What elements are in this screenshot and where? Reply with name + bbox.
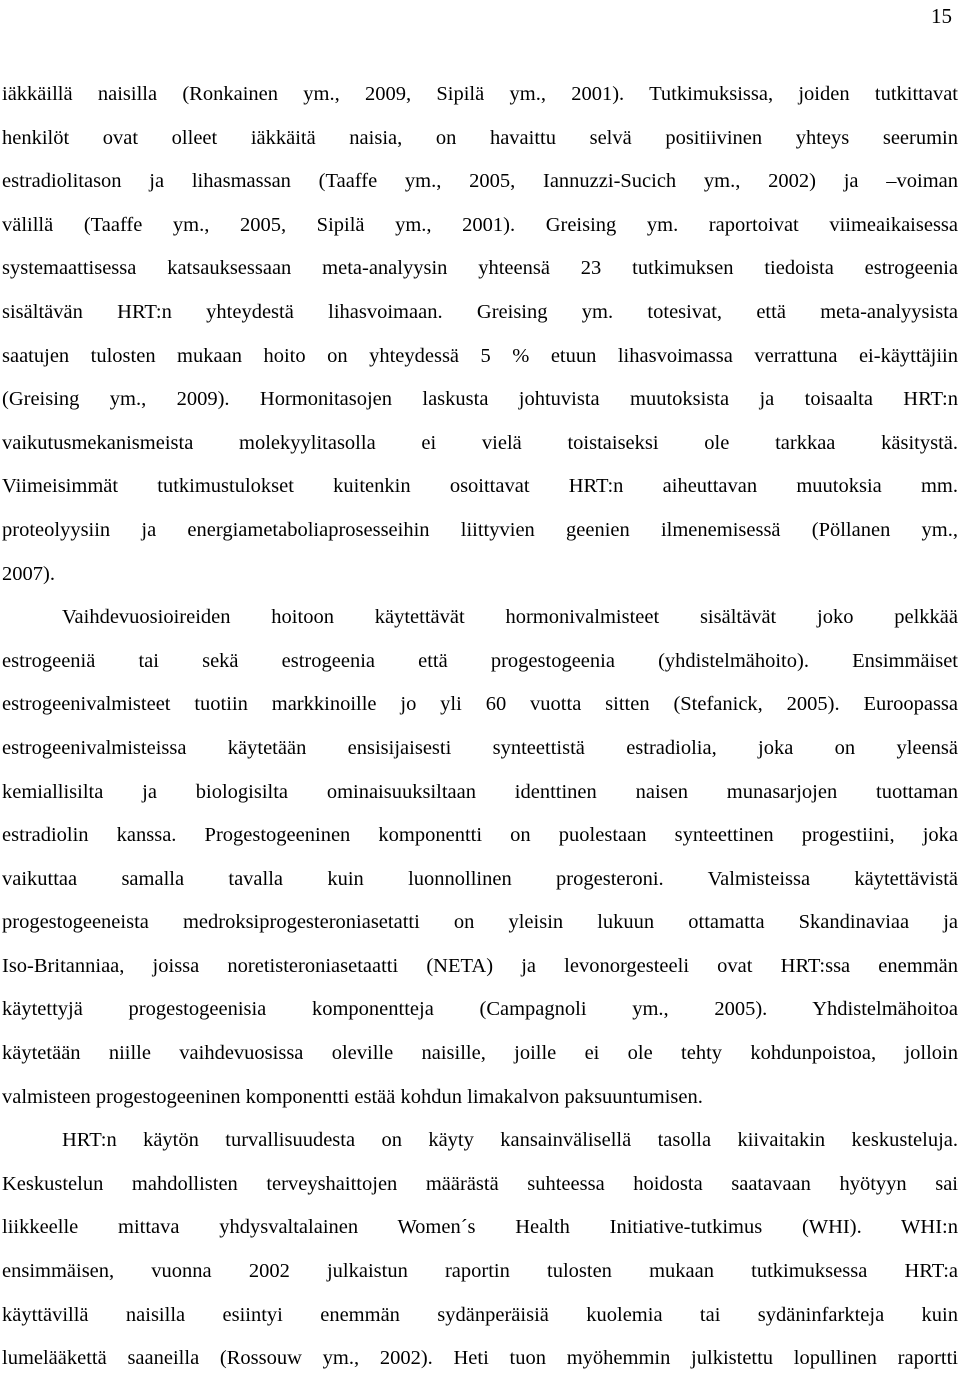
- text-line: vaikutusmekanismeista molekyylitasolla ei vielä toistaiseksi ole tarkkaa käsitystä.: [2, 431, 958, 454]
- text-line: (Greising ym., 2009). Hormonitasojen laskusta johtuvista muutoksista ja toisaalta HRT:n: [2, 388, 958, 411]
- text-line: käytetään niille vaihdevuosissa oleville naisille, joille ei ole tehty kohdunpoistoa, jolloin: [2, 1042, 958, 1065]
- text-line: vaikuttaa samalla tavalla kuin luonnollinen progesteroni. Valmisteissa käytettävistä: [2, 867, 958, 890]
- text-line: iäkkäillä naisilla (Ronkainen ym., 2009, Sipilä ym., 2001). Tutkimuksissa, joiden tutkittavat: [2, 83, 958, 105]
- text-line: Viimeisimmät tutkimustulokset kuitenkin osoittavat HRT:n aiheuttavan muutoksia mm.: [2, 475, 958, 498]
- text-line: 2007).: [2, 562, 55, 585]
- text-line: sisältävän HRT:n yhteydestä lihasvoimaan. Greising ym. totesivat, että meta-analyysista: [2, 300, 958, 323]
- text-line: proteolyysiin ja energiametaboliaprosesseihin liittyvien geenien ilmenemisessä (Pöllanen ym.,: [2, 518, 958, 541]
- text-line: kemiallisilta ja biologisilta ominaisuuksiltaan identtinen naisen munasarjojen tuottaman: [2, 780, 958, 803]
- text-line: käytettyjä progestogeenisia komponentteja (Campagnoli ym., 2005). Yhdistelmähoitoa: [2, 998, 958, 1021]
- text-line: Keskustelun mahdollisten terveyshaittojen määrästä suhteessa hoidosta saatavaan hyötyyn sai: [2, 1172, 958, 1195]
- text-line: henkilöt ovat olleet iäkkäitä naisia, on havaittu selvä positiivinen yhteys seerumin: [2, 126, 958, 149]
- text-line: välillä (Taaffe ym., 2005, Sipilä ym., 2001). Greising ym. raportoivat viimeaikaisessa: [2, 213, 958, 236]
- text-line: liikkeelle mittava yhdysvaltalainen Women´s Health Initiative-tutkimus (WHI). WHI:n: [2, 1216, 958, 1239]
- text-line: systemaattisessa katsauksessaan meta-analyysin yhteensä 23 tutkimuksen tiedoista estrogeenia: [2, 257, 958, 280]
- text-line: lumelääkettä saaneilla (Rossouw ym., 2002). Heti tuon myöhemmin julkistettu lopullinen raportti: [2, 1347, 958, 1370]
- text-line: HRT:n käytön turvallisuudesta on käyty kansainvälisellä tasolla kiivaitakin keskusteluja.: [62, 1129, 958, 1152]
- text-line: estradiolin kanssa. Progestogeeninen komponentti on puolestaan synteettinen progestiini, joka: [2, 824, 958, 847]
- text-line: saatujen tulosten mukaan hoito on yhteydessä 5 % etuun lihasvoimassa verrattuna ei-käyttäjiin: [2, 344, 958, 367]
- text-line: valmisteen progestogeeninen komponentti estää kohdun limakalvon paksuuntumisen.: [2, 1085, 703, 1108]
- text-line: estrogeenivalmisteissa käytetään ensisijaisesti synteettistä estradiolia, joka on yleensä: [2, 736, 958, 759]
- text-line: estrogeenivalmisteet tuotiin markkinoille jo yli 60 vuotta sitten (Stefanick, 2005). Euroopassa: [2, 693, 958, 716]
- text-line: Vaihdevuosioireiden hoitoon käytettävät hormonivalmisteet sisältävät joko pelkkää: [62, 606, 958, 629]
- page-number: 15: [931, 4, 952, 28]
- text-line: ensimmäisen, vuonna 2002 julkaistun raportin tulosten mukaan tutkimuksessa HRT:a: [2, 1260, 958, 1283]
- text-line: käyttävillä naisilla esiintyi enemmän sydänperäisiä kuolemia tai sydäninfarkteja kuin: [2, 1303, 958, 1326]
- text-line: progestogeeneista medroksiprogesteroniasetatti on yleisin lukuun ottamatta Skandinaviaa ja: [2, 911, 958, 934]
- text-line: Iso-Britanniaa, joissa noretisteroniasetaatti (NETA) ja levonorgesteeli ovat HRT:ssa enemmän: [2, 954, 958, 977]
- text-line: estrogeeniä tai sekä estrogeenia että progestogeenia (yhdistelmähoito). Ensimmäiset: [2, 649, 958, 672]
- text-line: estradiolitason ja lihasmassan (Taaffe ym., 2005, Iannuzzi-Sucich ym., 2002) ja –voiman: [2, 170, 958, 193]
- body-text: [2, 73, 958, 1381]
